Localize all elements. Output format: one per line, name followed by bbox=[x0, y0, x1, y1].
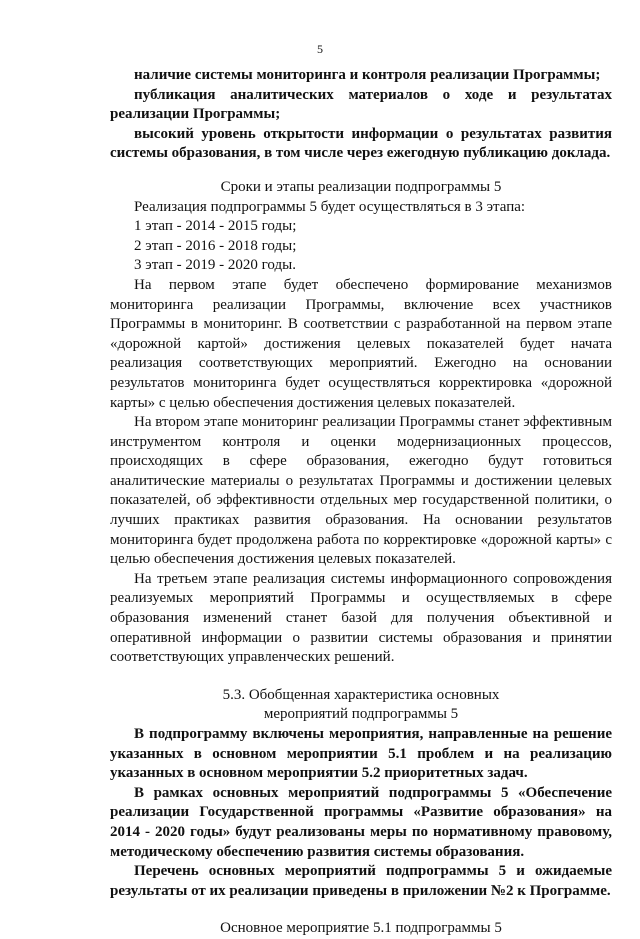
section-paragraph: В подпрограмму включены мероприятия, направленные на решение указанных в основном мероприятии 5.1 проблем и на реализацию указанных в основном мероприятии 5.2 приоритетных задач. bbox=[110, 726, 612, 782]
stage-paragraph: На втором этапе мониторинг реализации Программы станет эффективным инструментом контроля и оценки модернизационных процессов, происходящих в сфере образования, ежегодно будут готовиться аналитические материалы о результатах Программы и достижении целевых показателей, об эффективности отдельных мер государственной политики, о лучших практиках развития образования. На основании результатов мониторинга будет продолжена работа по корректировке «дорожной карты» с целью обеспечения достижения целевых показателей. bbox=[110, 414, 612, 568]
section-heading-line2: мероприятий подпрограммы 5 bbox=[263, 706, 459, 723]
intro-item: публикация аналитических материалов о ходе и результатах реализации Программы; bbox=[110, 86, 612, 123]
stage-item: 2 этап - 2016 - 2018 годы; bbox=[134, 237, 297, 254]
stages-heading: Сроки и этапы реализации подпрограммы 5 bbox=[220, 178, 502, 195]
intro-item: наличие системы мониторинга и контроля реализации Программы; bbox=[134, 67, 601, 83]
final-heading: Основное мероприятие 5.1 подпрограммы 5 bbox=[220, 920, 502, 937]
stage-paragraph: На третьем этапе реализация системы информационного сопровождения реализуемых мероприятий Программы и осуществляемых в сфере образования изменений станет базой для получения объективной и оперативной информации о развитии системы образования и принятии соответствующих управленческих решений. bbox=[110, 570, 612, 666]
page-number: 5 bbox=[317, 42, 323, 56]
stage-item: 3 этап - 2019 - 2020 годы. bbox=[134, 257, 296, 274]
document-body bbox=[110, 66, 612, 939]
stage-item: 1 этап - 2014 - 2015 годы; bbox=[134, 218, 297, 235]
intro-item: высокий уровень открытости информации о результатах развития системы образования, в том числе через ежегодную публикацию доклада. bbox=[110, 125, 612, 162]
section-paragraph: Перечень основных мероприятий подпрограммы 5 и ожидаемые результаты от их реализации приведены в приложении №2 к Программе. bbox=[110, 863, 612, 899]
section-heading-line1: 5.3. Обобщенная характеристика основных bbox=[222, 686, 500, 703]
stages-intro: Реализация подпрограммы 5 будет осуществляться в 3 этапа: bbox=[134, 198, 526, 215]
section-paragraph: В рамках основных мероприятий подпрограммы 5 «Обеспечение реализации Государственной программы «Развитие образования» на 2014 - 2020 годы» будут реализованы меры по нормативному правовому, методическому обеспечению развития системы образования. bbox=[110, 784, 612, 860]
stage-paragraph: На первом этапе будет обеспечено формирование механизмов мониторинга реализации Программы, включение всех участников Программы в мониторинг. В соответствии с разработанной на первом этапе «дорожной картой» достижения целевых показателей будет начата реализация соответствующих мероприятий. Ежегодно на основании результатов мониторинга будет осуществляться корректировка «дорожной карты» с целью обеспечения достижения целевых показателей. bbox=[110, 276, 612, 411]
